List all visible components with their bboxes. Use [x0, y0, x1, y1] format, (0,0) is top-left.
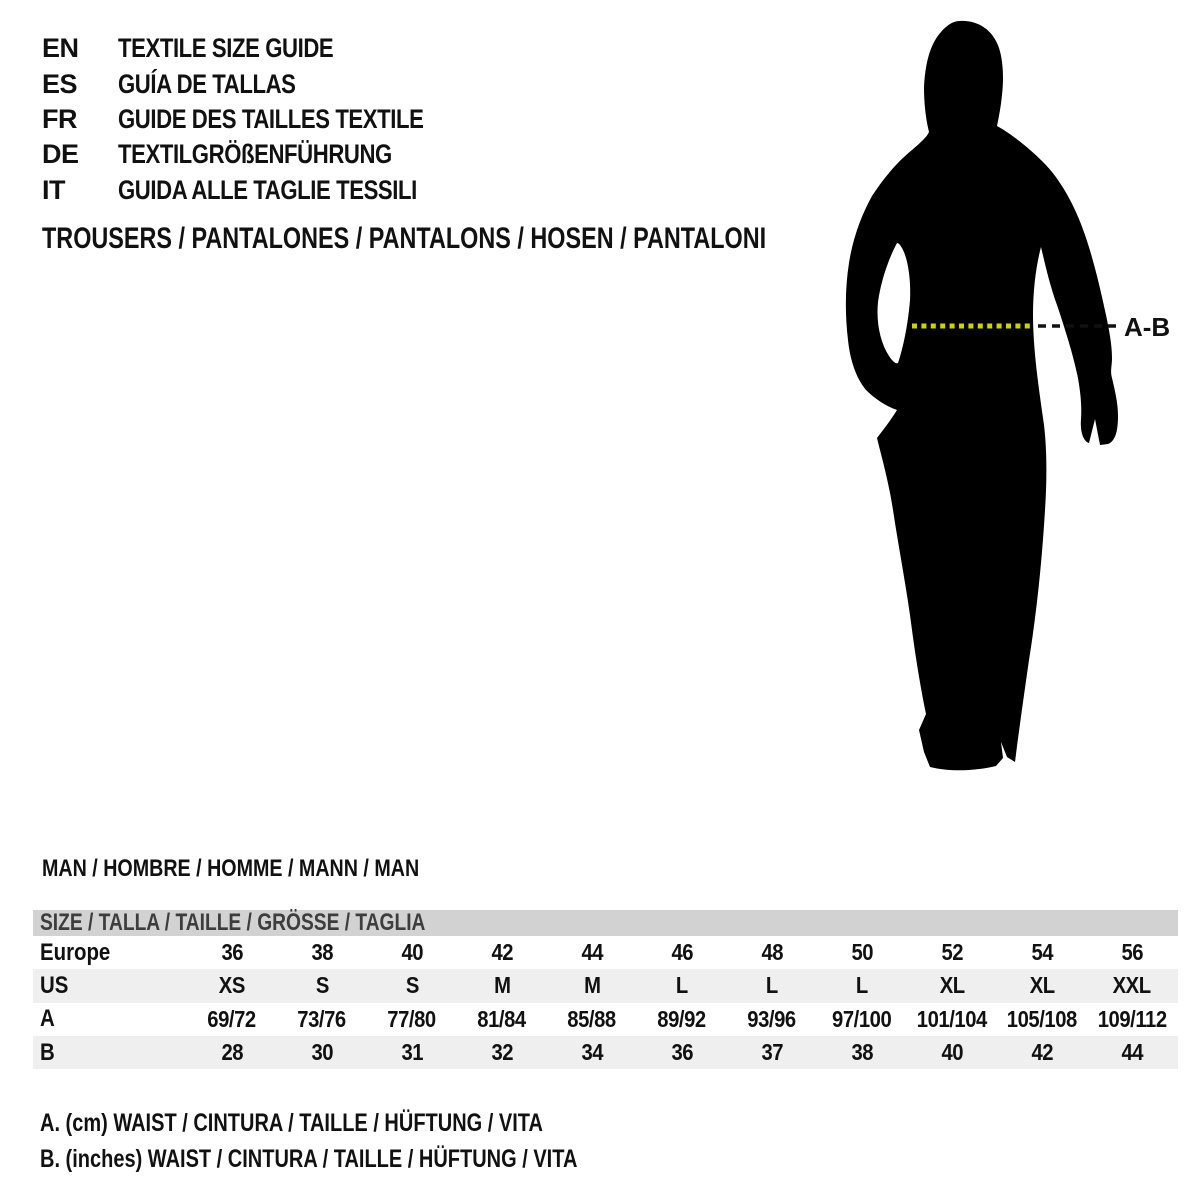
- language-title-fr: GUIDE DES TAILLES TEXTILE: [118, 103, 424, 134]
- table-cell: 30: [311, 1039, 333, 1066]
- table-cell: 101/104: [916, 1005, 988, 1032]
- measure-label: A-B: [1124, 312, 1171, 342]
- table-cell: 109/112: [1097, 1005, 1167, 1032]
- row-label: B: [40, 1038, 55, 1066]
- table-row-europe: [33, 936, 1178, 969]
- table-cell: XL: [1029, 972, 1055, 999]
- table-header-text: SIZE / TALLA / TAILLE / GRÖSSE / TAGLIA: [40, 909, 426, 936]
- language-row-de: [42, 137, 491, 172]
- section-title: [42, 854, 502, 884]
- table-cell: S: [405, 972, 419, 999]
- language-row-en: [42, 31, 491, 66]
- language-list: [42, 31, 491, 208]
- section-title-text: MAN / HOMBRE / HOMME / MANN / MAN: [42, 855, 420, 882]
- language-row-fr: [42, 102, 491, 137]
- table-cell: 81/84: [477, 1005, 527, 1032]
- table-cell: 77/80: [387, 1005, 437, 1032]
- table-cell: 31: [401, 1039, 423, 1066]
- table-cell: M: [493, 972, 511, 999]
- language-code-de: DE: [42, 139, 79, 170]
- language-code-fr: FR: [42, 103, 77, 134]
- table-cell: 34: [581, 1039, 603, 1066]
- table-cell: 50: [851, 939, 873, 966]
- table-cell: 73/76: [297, 1005, 347, 1032]
- table-cell: 89/92: [657, 1005, 707, 1032]
- table-cell: 93/96: [747, 1005, 797, 1032]
- table-header-bar: [33, 910, 1178, 936]
- size-table: [33, 910, 1178, 1069]
- garment-title-text: TROUSERS / PANTALONES / PANTALONS / HOSEN / PANTALONI: [42, 222, 767, 255]
- table-cell: 44: [1121, 1039, 1143, 1066]
- table-cell: 48: [761, 939, 783, 966]
- language-title-es: GUÍA DE TALLAS: [118, 68, 296, 99]
- language-title-it: GUIDA ALLE TAGLIE TESSILI: [118, 174, 417, 205]
- table-cell: 36: [221, 939, 243, 966]
- language-code-es: ES: [42, 68, 78, 99]
- footnote-a-cm: [40, 1108, 669, 1138]
- table-cell: XS: [218, 972, 246, 999]
- language-row-es: [42, 66, 491, 101]
- table-cell: 36: [671, 1039, 693, 1066]
- footnote-b-inches: [40, 1144, 712, 1174]
- table-cell: 38: [311, 939, 333, 966]
- man-silhouette-figure: [800, 8, 1200, 792]
- table-cell: 32: [491, 1039, 513, 1066]
- table-cell: 46: [671, 939, 693, 966]
- table-cell: 97/100: [832, 1005, 892, 1032]
- table-cell: 40: [941, 1039, 963, 1066]
- table-cell: 42: [491, 939, 513, 966]
- table-cell: 37: [761, 1039, 783, 1066]
- table-cell: M: [583, 972, 601, 999]
- table-row-a-cm: [33, 1003, 1178, 1036]
- language-title-en: TEXTILE SIZE GUIDE: [118, 33, 334, 64]
- language-row-it: [42, 173, 491, 208]
- language-code-it: IT: [42, 174, 65, 205]
- table-cell: L: [766, 972, 778, 999]
- table-cell: 44: [581, 939, 603, 966]
- footnote-b-text: B. (inches) WAIST / CINTURA / TAILLE / HÜFTUNG / VITA: [40, 1144, 578, 1173]
- table-cell: L: [676, 972, 688, 999]
- table-cell: 40: [401, 939, 423, 966]
- table-cell: 42: [1031, 1039, 1053, 1066]
- table-row-b-inches: [33, 1036, 1178, 1069]
- table-cell: 52: [941, 939, 963, 966]
- table-cell: 105/108: [1006, 1005, 1078, 1032]
- table-cell: 56: [1121, 939, 1143, 966]
- table-cell: L: [856, 972, 868, 999]
- table-cell: 38: [851, 1039, 873, 1066]
- language-code-en: EN: [42, 33, 79, 64]
- table-cell: 69/72: [207, 1005, 257, 1032]
- man-silhouette: [846, 21, 1118, 770]
- table-cell: 28: [221, 1039, 243, 1066]
- table-row-us: [33, 969, 1178, 1002]
- language-title-de: TEXTILGRÖßENFÜHRUNG: [118, 139, 392, 170]
- table-cell: S: [315, 972, 329, 999]
- table-cell: 54: [1031, 939, 1053, 966]
- row-label: Europe: [40, 938, 111, 966]
- table-cell: 85/88: [567, 1005, 617, 1032]
- row-label: A: [40, 1005, 55, 1033]
- row-label: US: [40, 971, 69, 999]
- table-cell: XXL: [1112, 972, 1152, 999]
- footnote-a-text: A. (cm) WAIST / CINTURA / TAILLE / HÜFTUNG / VITA: [40, 1108, 543, 1137]
- table-cell: XL: [939, 972, 965, 999]
